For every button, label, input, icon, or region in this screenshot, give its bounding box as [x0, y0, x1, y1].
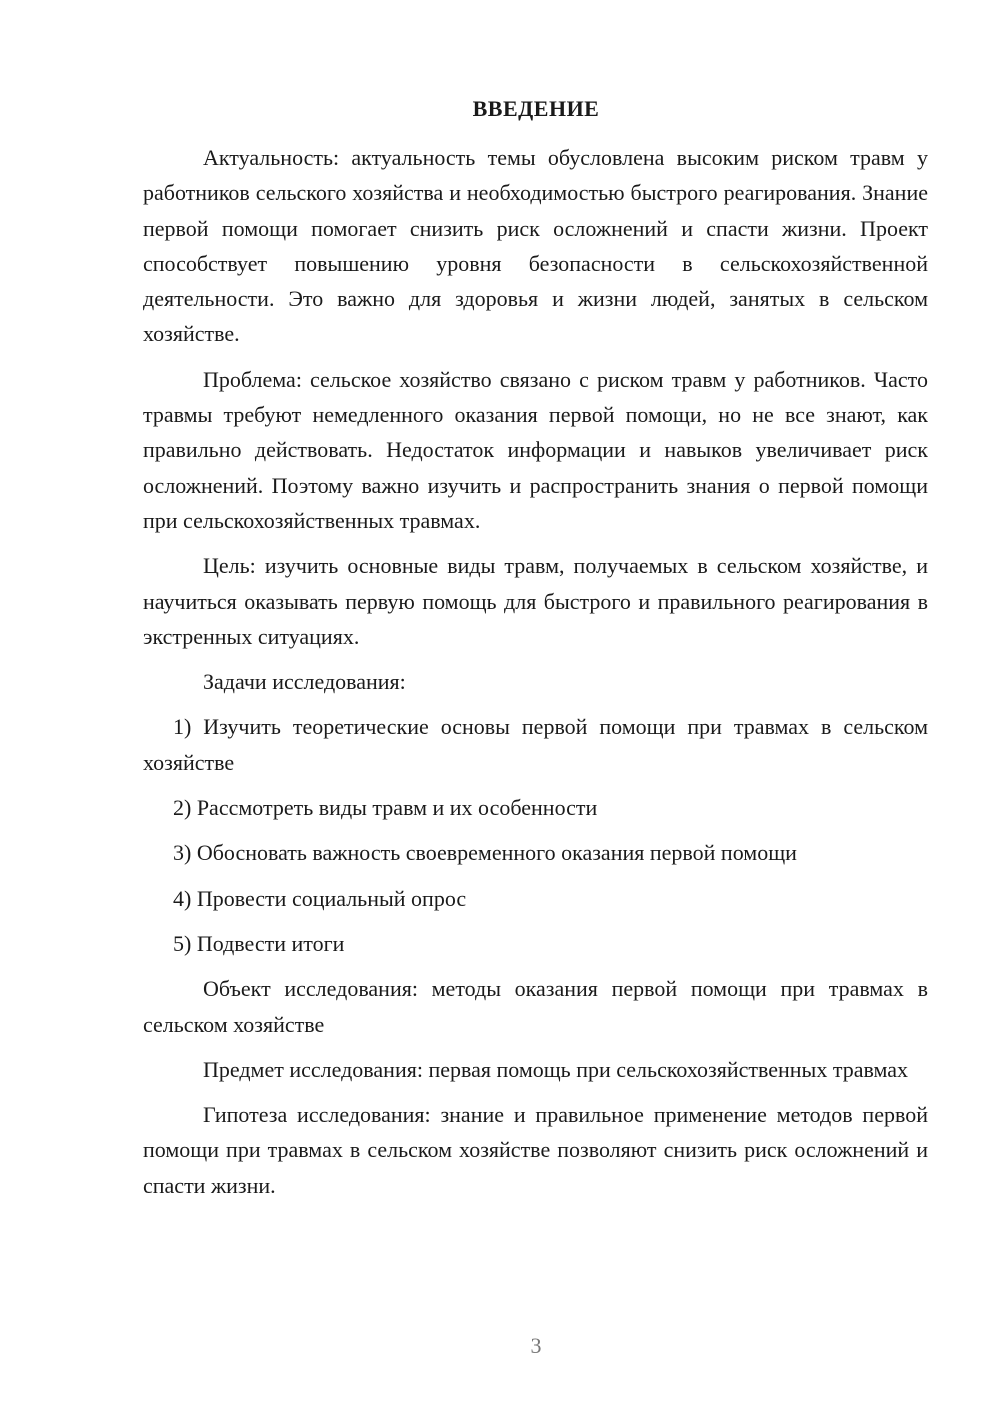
list-item: 5) Подвести итоги [173, 930, 345, 956]
list-item: 4) Провести социальный опрос [173, 885, 467, 911]
document-body [143, 140, 928, 1213]
list-item: 3) Обосновать важность своевременного оказания первой помощи [173, 840, 797, 866]
list-item: 1) Изучить теоретические основы первой помощи при травмах в сельском хозяйстве [143, 714, 928, 775]
page-title: ВВЕДЕНИЕ [472, 96, 600, 121]
tasks-label: Задачи исследования: [203, 669, 406, 695]
list-item: 2) Рассмотреть виды травм и их особенности [173, 795, 598, 821]
page-number: 3 [530, 1333, 542, 1358]
paragraph-object: Объект исследования: методы оказания первой помощи при травмах в сельском хозяйстве [143, 976, 928, 1037]
paragraph-relevance: Актуальность: актуальность темы обусловлена высоким риском травм у работников сельского хозяйства и необходимостью быстрого реагирования. Знание первой помощи помогает снизить риск осложнений и спасти жизни. Проект способствует повышению уровня безопасности в сельскохозяйственной деятельности. Это важно для здоровья и жизни людей, занятых в сельском хозяйстве. [143, 145, 928, 347]
paragraph-goal: Цель: изучить основные виды травм, получаемых в сельском хозяйстве, и научиться оказывать первую помощь для быстрого и правильного реагирования в экстренных ситуациях. [143, 553, 928, 649]
paragraph-hypothesis: Гипотеза исследования: знание и правильное применение методов первой помощи при травмах в сельском хозяйстве позволяют снизить риск осложнений и спасти жизни. [143, 1102, 928, 1198]
paragraph-subject: Предмет исследования: первая помощь при сельскохозяйственных травмах [203, 1056, 909, 1082]
paragraph-problem: Проблема: сельское хозяйство связано с риском травм у работников. Часто травмы требуют немедленного оказания первой помощи, но не все знают, как правильно действовать. Недостаток информации и навыков увеличивает риск осложнений. Поэтому важно изучить и распространить знания о первой помощи при сельскохозяйственных травмах. [143, 366, 928, 533]
